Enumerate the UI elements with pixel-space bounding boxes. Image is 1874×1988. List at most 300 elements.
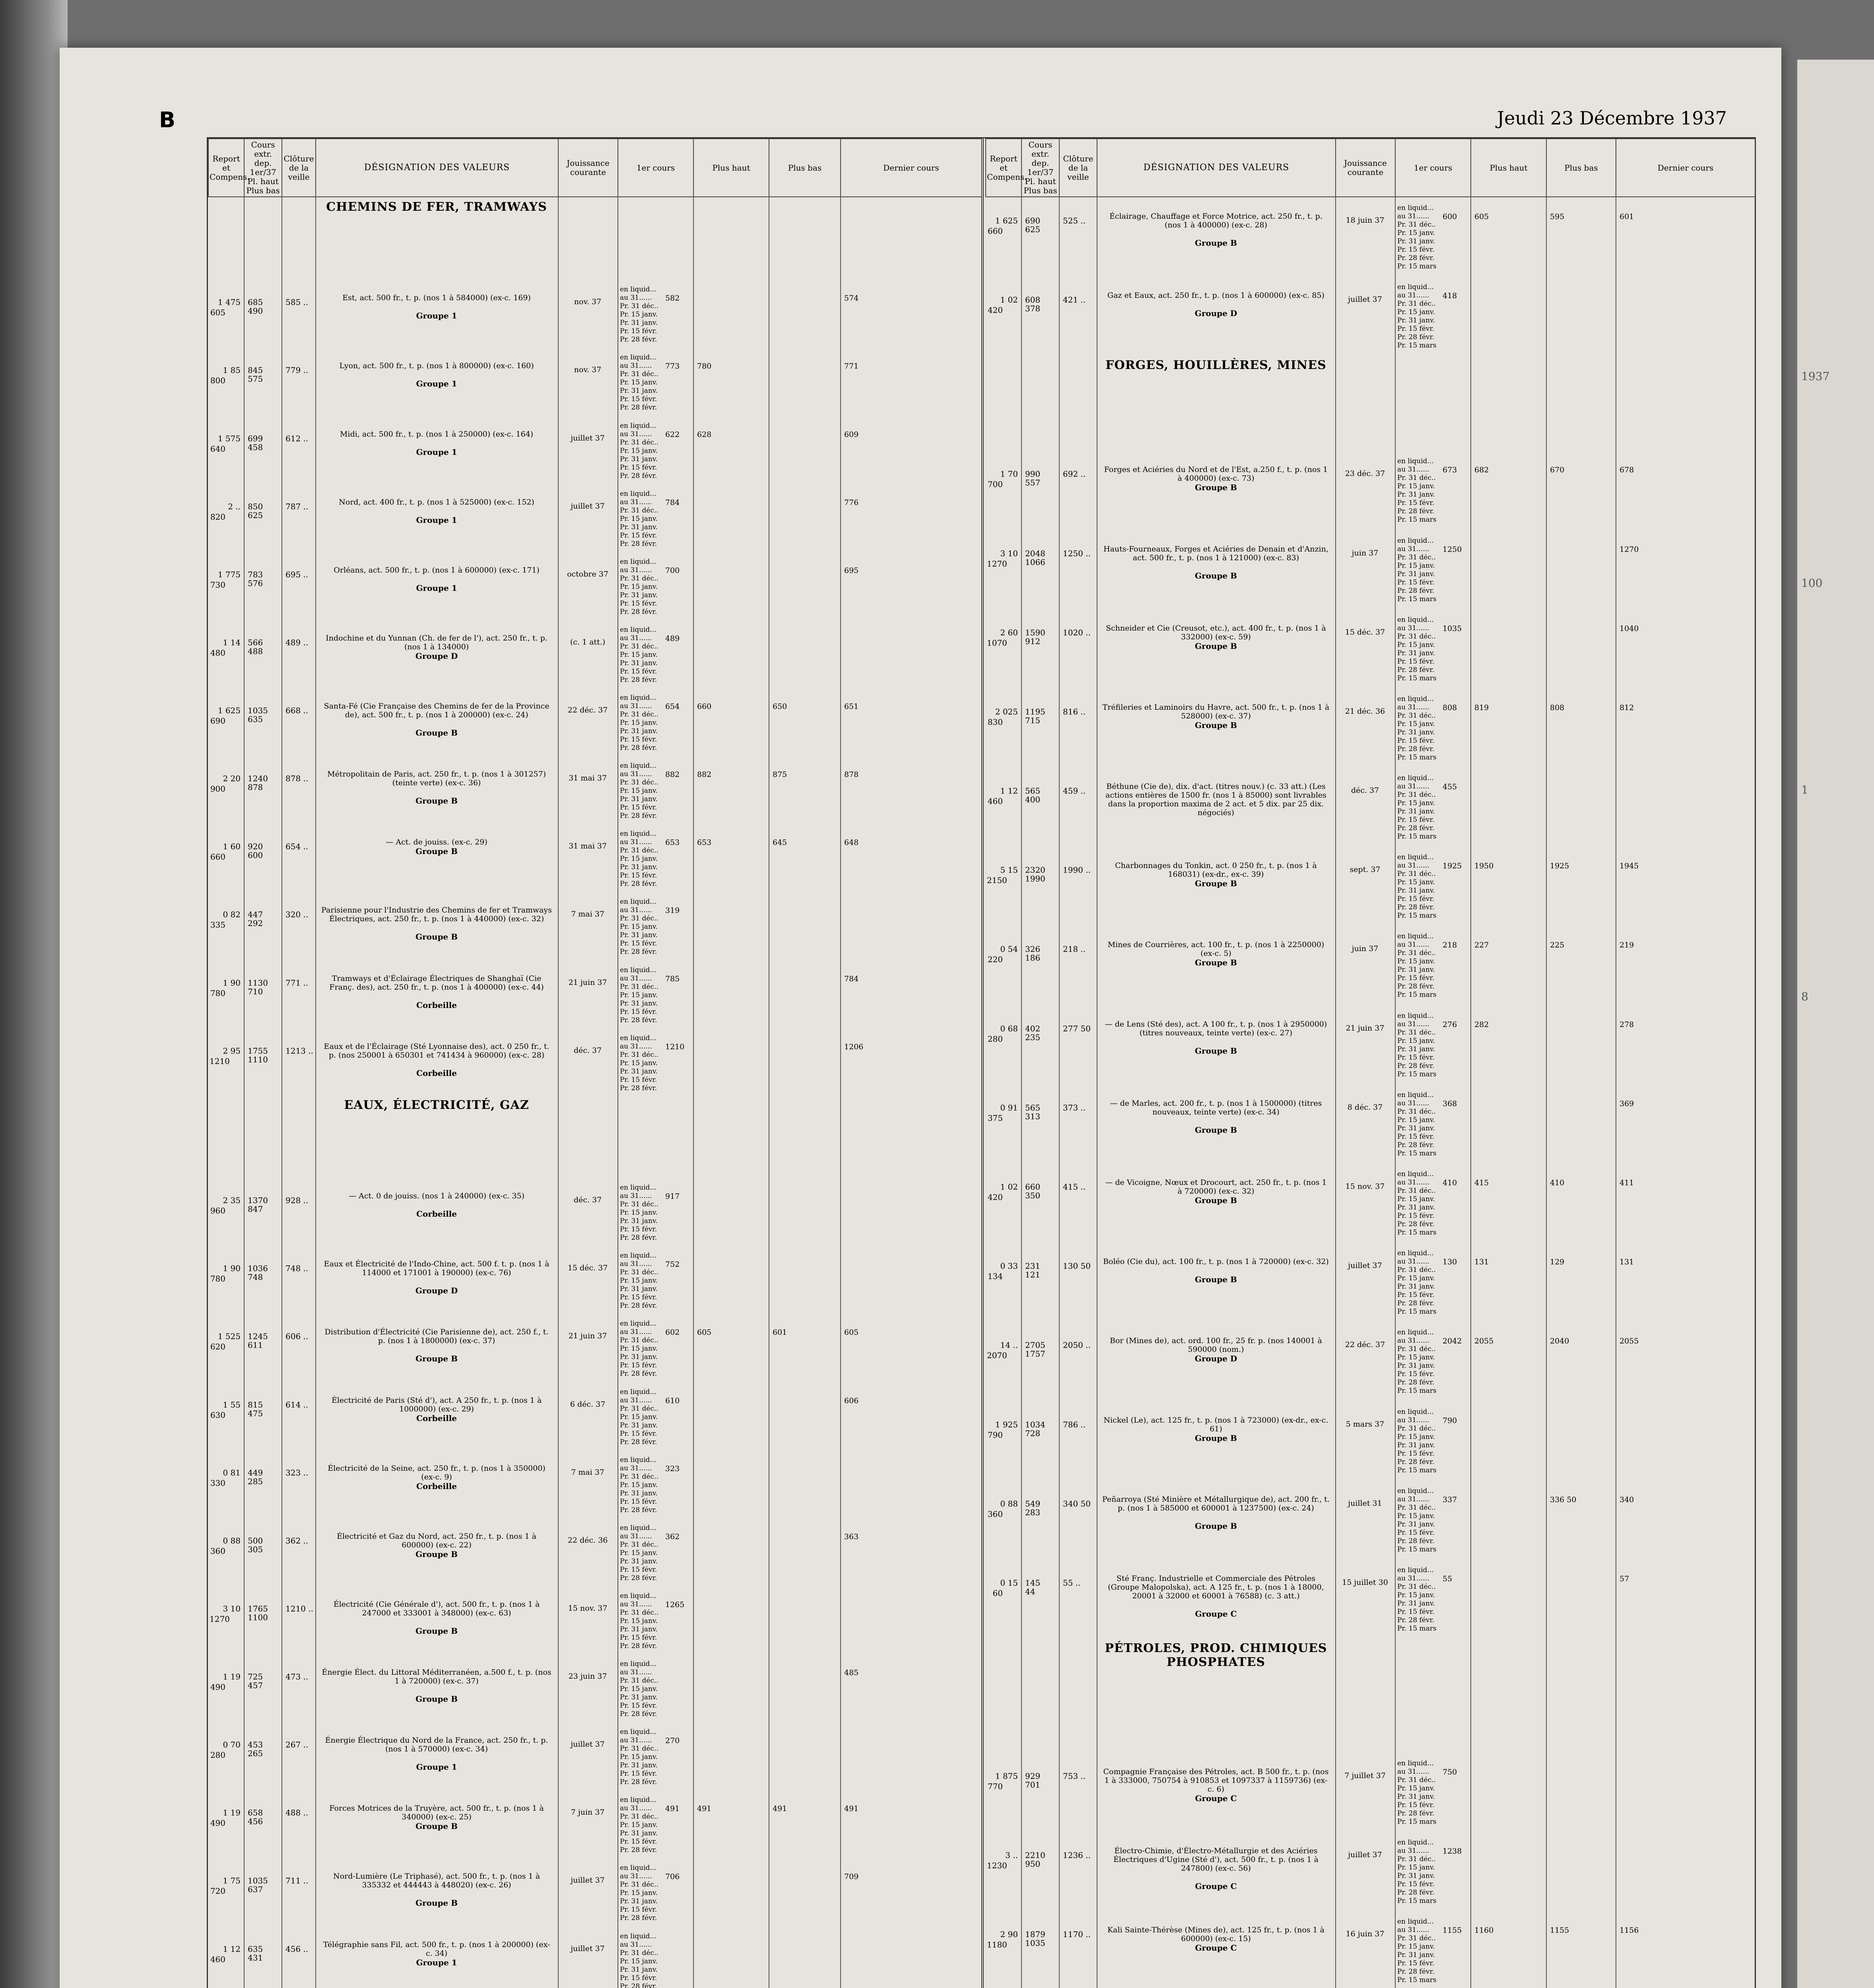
trading-group: Groupe B	[1194, 879, 1237, 889]
security-name: Schneider et Cie (Creusot, etc.), act. 400 fr., t. p. (nos 1 à 332000) (ex-c. 59)	[1106, 623, 1326, 641]
settlement-term: Pr. 31 déc..	[620, 1813, 658, 1821]
year-high: 1034	[1025, 1419, 1045, 1429]
year-high: 815	[248, 1400, 263, 1409]
trading-group: Groupe 1	[416, 379, 457, 389]
settlement-term: en liquid...	[620, 1728, 656, 1736]
trading-group: Groupe B	[1194, 1275, 1237, 1285]
security-name: Forges et Aciéries du Nord et de l'Est, a.250 f., t. p. (nos 1 à 400000) (ex-c. 73)	[1104, 465, 1328, 483]
report-value: 5 15	[1000, 865, 1018, 875]
last-price: 651	[844, 702, 859, 711]
facing-page-edge	[1797, 60, 1874, 1988]
settlement-term: en liquid...	[1397, 204, 1434, 212]
previous-close: 816 ..	[1063, 707, 1086, 716]
page-letter: B	[159, 107, 176, 132]
compensation-value: 820	[210, 512, 225, 522]
compensation-value: 420	[987, 1192, 1003, 1202]
security-name: Eaux et de l'Éclairage (Sté Lyonnaise des), act. 0 250 fr., t. p. (nos 250001 à 650301 et 741434 à 960000) (ex-c. 28)	[324, 1042, 550, 1060]
settlement-term: Pr. 31 déc..	[1397, 300, 1436, 308]
jouissance-date: 21 déc. 36	[1345, 707, 1385, 716]
year-high: 565	[1025, 786, 1041, 796]
settlement-term: Pr. 15 janv.	[620, 514, 658, 523]
compensation-value: 660	[987, 226, 1003, 236]
settlement-term: Pr. 15 févr.	[620, 1225, 657, 1234]
settlement-term: Pr. 15 févr.	[620, 327, 657, 336]
year-high: 660	[1025, 1182, 1041, 1192]
trading-group: Corbeille	[416, 1068, 457, 1078]
previous-close: 668 ..	[285, 706, 309, 716]
jouissance-date: 22 déc. 37	[1345, 1340, 1385, 1349]
security-name: — Act. 0 de jouiss. (nos 1 à 240000) (ex-c. 35)	[348, 1192, 525, 1201]
year-low: 283	[1025, 1507, 1041, 1517]
settlement-term: Pr. 28 févr.	[620, 880, 657, 888]
last-price: 574	[844, 294, 859, 303]
settlement-term: Pr. 31 déc..	[1397, 553, 1436, 561]
header-report: Report et Compens.	[208, 139, 244, 197]
year-low: 285	[248, 1476, 263, 1486]
previous-close: 606 ..	[285, 1332, 309, 1342]
settlement-term: au 31......	[1397, 1099, 1429, 1107]
jouissance-date: juillet 37	[571, 1944, 605, 1953]
report-value: 1 775	[218, 569, 241, 579]
settlement-term: Pr. 31 déc..	[620, 1949, 658, 1957]
report-value: 1 625	[995, 216, 1018, 225]
settlement-term: en liquid...	[620, 1252, 656, 1260]
report-value: 2 95	[223, 1046, 241, 1056]
trading-group: Groupe C	[1195, 1793, 1237, 1803]
header-dernier: Dernier cours	[841, 139, 982, 197]
report-value: 1 925	[995, 1419, 1018, 1429]
settlement-term: Pr. 15 févr.	[620, 599, 657, 608]
first-price: 673	[1443, 466, 1457, 475]
trading-group: Groupe B	[415, 932, 458, 942]
first-price: 1265	[665, 1600, 685, 1609]
previous-close: 878 ..	[285, 774, 309, 784]
settlement-term: Pr. 15 janv.	[1397, 482, 1435, 491]
security-name: — de Vicoigne, Nœux et Drocourt, act. 250 fr., t. p. (nos 1 à 720000) (ex-c. 32)	[1105, 1178, 1327, 1196]
compensation-value: 2150	[987, 876, 1007, 885]
header-plus-bas: Plus bas	[1546, 139, 1616, 197]
settlement-term: au 31......	[1397, 1847, 1429, 1855]
year-low: 265	[248, 1749, 263, 1759]
report-value: 1 525	[218, 1332, 241, 1342]
settlement-term: Pr. 28 févr.	[1397, 666, 1435, 674]
settlement-term: Pr. 15 févr.	[1397, 1291, 1435, 1299]
year-high: 635	[248, 1944, 263, 1954]
year-high: 565	[1025, 1103, 1041, 1112]
settlement-term: Pr. 28 févr.	[620, 1982, 657, 1988]
column-rule	[1059, 196, 1060, 1988]
previous-close: 525 ..	[1063, 216, 1086, 225]
settlement-term: en liquid...	[1397, 1487, 1434, 1495]
year-high: 1195	[1025, 707, 1045, 716]
header-jouissance: Jouissance courante	[558, 139, 618, 197]
year-low: 1757	[1025, 1349, 1045, 1359]
compensation-value: 900	[210, 784, 225, 794]
settlement-term: Pr. 31 janv.	[620, 387, 658, 395]
report-value: 2 20	[223, 774, 241, 784]
high-price: 2055	[1474, 1337, 1494, 1346]
compensation-value: 780	[210, 988, 225, 998]
settlement-term: Pr. 31 janv.	[1397, 491, 1435, 499]
settlement-term: au 31......	[1397, 1020, 1429, 1028]
settlement-term: Pr. 15 mars	[1397, 1976, 1437, 1984]
settlement-term: Pr. 15 févr.	[620, 736, 657, 744]
compensation-value: 790	[987, 1430, 1003, 1440]
year-low: 475	[248, 1408, 263, 1418]
year-high: 1245	[248, 1332, 268, 1342]
settlement-term: Pr. 15 févr.	[1397, 1880, 1435, 1889]
settlement-term: Pr. 31 déc..	[1397, 1028, 1436, 1037]
settlement-term: Pr. 28 févr.	[1397, 333, 1435, 342]
settlement-term: Pr. 31 janv.	[620, 591, 658, 599]
year-low: 625	[1025, 225, 1041, 234]
settlement-term: en liquid...	[620, 1524, 656, 1532]
settlement-term: en liquid...	[620, 1034, 656, 1042]
settlement-term: en liquid...	[1397, 932, 1434, 941]
first-price: 602	[665, 1328, 680, 1337]
settlement-term: Pr. 15 janv.	[1397, 878, 1435, 887]
trading-group: Groupe C	[1195, 1881, 1237, 1891]
settlement-term: Pr. 15 janv.	[1397, 957, 1435, 966]
compensation-value: 1230	[987, 1861, 1007, 1871]
previous-close: 55 ..	[1063, 1578, 1081, 1588]
settlement-term: en liquid...	[620, 966, 656, 974]
trading-group: Groupe B	[1194, 238, 1237, 248]
year-high: 2320	[1025, 865, 1045, 875]
settlement-term: Pr. 31 janv.	[620, 863, 658, 872]
year-low: 235	[1025, 1032, 1041, 1042]
settlement-term: en liquid...	[1397, 853, 1434, 862]
report-value: 1 19	[223, 1808, 241, 1818]
settlement-term: en liquid...	[1397, 1839, 1434, 1847]
column-rule	[558, 196, 559, 1988]
settlement-term: au 31......	[620, 1260, 652, 1268]
settlement-term: Pr. 15 mars	[1397, 833, 1437, 841]
compensation-value: 660	[210, 852, 225, 862]
year-low: 1990	[1025, 874, 1045, 884]
settlement-term: Pr. 15 mars	[1397, 595, 1437, 603]
settlement-term: Pr. 15 janv.	[620, 787, 658, 795]
settlement-term: Pr. 31 janv.	[620, 1965, 658, 1974]
security-name: Tréfileries et Laminoirs du Havre, act. 500 fr., t. p. (nos 1 à 528000) (ex-c. 37)	[1102, 703, 1330, 720]
settlement-term: Pr. 31 déc..	[1397, 1345, 1436, 1353]
settlement-term: Pr. 28 févr.	[1397, 1299, 1435, 1308]
settlement-term: au 31......	[620, 974, 652, 982]
settlement-term: Pr. 31 déc..	[1397, 1503, 1436, 1512]
report-value: 0 70	[223, 1740, 241, 1750]
settlement-term: en liquid...	[1397, 283, 1434, 291]
year-high: 690	[1025, 216, 1041, 225]
settlement-term: Pr. 28 févr.	[620, 404, 657, 412]
trading-group: Groupe 1	[416, 447, 457, 457]
report-value: 1 875	[995, 1771, 1018, 1781]
settlement-term: au 31......	[620, 1396, 652, 1404]
first-price: 622	[665, 430, 680, 439]
last-price: 1270	[1620, 545, 1639, 554]
settlement-term: en liquid...	[1397, 1091, 1434, 1099]
year-high: 685	[248, 297, 263, 307]
compensation-value: 605	[210, 308, 225, 318]
settlement-term: en liquid...	[620, 762, 656, 770]
settlement-term: Pr. 15 févr.	[620, 667, 657, 676]
settlement-term: Pr. 28 févr.	[620, 1016, 657, 1024]
compensation-value: 335	[210, 920, 225, 930]
settlement-term: Pr. 31 déc..	[1397, 1934, 1436, 1943]
trading-group: Groupe B	[1194, 483, 1237, 493]
settlement-term: Pr. 15 janv.	[1397, 1433, 1435, 1441]
jouissance-date: 6 déc. 37	[570, 1400, 606, 1409]
last-price: 219	[1620, 941, 1634, 950]
settlement-term: Pr. 31 janv.	[620, 1421, 658, 1429]
settlement-term: Pr. 28 févr.	[620, 472, 657, 480]
settlement-term: en liquid...	[1397, 1328, 1434, 1337]
low-price: 2040	[1550, 1337, 1569, 1346]
settlement-term: Pr. 15 févr.	[1397, 1801, 1435, 1809]
jouissance-date: 21 juin 37	[568, 1332, 607, 1341]
settlement-term: Pr. 28 févr.	[620, 1084, 657, 1092]
compensation-value: 1210	[210, 1056, 230, 1066]
year-low: 600	[248, 850, 263, 860]
settlement-term: Pr. 15 févr.	[620, 1906, 657, 1914]
settlement-term: Pr. 28 févr.	[620, 948, 657, 956]
settlement-term: au 31......	[620, 294, 652, 302]
settlement-term: Pr. 31 janv.	[620, 523, 658, 531]
security-name: Charbonnages du Tonkin, act. 0 250 fr., t. p. (nos 1 à 168031) (ex-dr., ex-c. 39)	[1115, 861, 1317, 879]
year-low: 847	[248, 1204, 263, 1214]
jouissance-date: juillet 37	[571, 433, 605, 443]
settlement-term: Pr. 15 mars	[1397, 1229, 1437, 1237]
jouissance-date: sept. 37	[1350, 865, 1381, 874]
previous-close: 695 ..	[285, 569, 309, 579]
jouissance-date: juillet 31	[1348, 1499, 1382, 1508]
settlement-term: Pr. 15 févr.	[1397, 499, 1435, 507]
settlement-term: Pr. 31 déc..	[1397, 1187, 1436, 1195]
report-value: 3 10	[223, 1604, 241, 1613]
trading-group: Groupe B	[415, 1354, 458, 1364]
previous-close: 1170 ..	[1063, 1930, 1091, 1939]
security-name: — de Marles, act. 200 fr., t. p. (nos 1 à 1500000) (titres nouveaux, teinte verte) (ex-c. 34)	[1110, 1099, 1322, 1116]
settlement-term: Pr. 28 févr.	[1397, 903, 1435, 912]
security-name: Nickel (Le), act. 125 fr., t. p. (nos 1 à 723000) (ex-dr., ex-c. 61)	[1103, 1415, 1328, 1433]
settlement-term: Pr. 15 janv.	[1397, 641, 1435, 649]
security-name: Hauts-Fourneaux, Forges et Aciéries de Denain et d'Anzin, act. 500 fr., t. p. (nos 1 à 121000) (ex-c. 83)	[1103, 544, 1328, 562]
year-low: 44	[1025, 1586, 1035, 1596]
settlement-term: en liquid...	[620, 625, 656, 634]
settlement-term: Pr. 31 déc..	[620, 1677, 658, 1685]
previous-close: 456 ..	[285, 1944, 309, 1954]
trading-group: Groupe B	[415, 1626, 458, 1636]
first-price: 1035	[1443, 624, 1462, 633]
jouissance-date: 31 mai 37	[569, 774, 607, 783]
jouissance-date: 8 déc. 37	[1347, 1103, 1383, 1112]
previous-close: 1990 ..	[1063, 865, 1091, 875]
column-rule	[315, 196, 316, 1988]
year-low: 1110	[248, 1054, 268, 1064]
low-price: 1155	[1550, 1926, 1569, 1935]
settlement-term: Pr. 31 janv.	[620, 1067, 658, 1076]
right-header-table	[985, 138, 1756, 197]
settlement-term: en liquid...	[620, 1864, 656, 1872]
first-price: 790	[1443, 1416, 1457, 1425]
security-name: Métropolitain de Paris, act. 250 fr., t. p. (nos 1 à 301257) (teinte verte) (ex-c. 36)	[327, 770, 546, 788]
settlement-term: Pr. 15 janv.	[1397, 1784, 1435, 1792]
settlement-term: Pr. 28 févr.	[620, 1778, 657, 1786]
jouissance-date: 7 juin 37	[571, 1808, 605, 1817]
quotation-table	[207, 137, 1756, 1988]
settlement-term: Pr. 15 janv.	[620, 1345, 658, 1353]
settlement-term: Pr. 15 févr.	[620, 1361, 657, 1370]
settlement-term: Pr. 28 févr.	[1397, 1220, 1435, 1228]
security-name: Éclairage, Chauffage et Force Motrice, act. 250 fr., t. p. (nos 1 à 400000) (ex-c. 28)	[1109, 212, 1322, 229]
previous-close: 585 ..	[285, 297, 309, 307]
first-price: 410	[1443, 1178, 1457, 1187]
settlement-term: Pr. 28 févr.	[1397, 745, 1435, 753]
settlement-term: Pr. 31 déc..	[1397, 1776, 1436, 1784]
jouissance-date: 15 déc. 37	[1345, 627, 1385, 637]
settlement-term: Pr. 31 déc..	[620, 1336, 658, 1345]
settlement-term: en liquid...	[1397, 1759, 1434, 1767]
settlement-term: Pr. 15 févr.	[1397, 1528, 1435, 1537]
report-value: 2 90	[1000, 1930, 1018, 1939]
jouissance-date: 7 mai 37	[571, 1468, 604, 1477]
settlement-term: en liquid...	[620, 898, 656, 906]
settlement-term: Pr. 31 déc..	[620, 914, 658, 923]
section-title: CHEMINS DE FER, TRAMWAYS	[326, 200, 547, 214]
book-binding	[0, 0, 68, 1988]
settlement-term: Pr. 15 mars	[1397, 753, 1437, 761]
settlement-term: Pr. 31 janv.	[1397, 1362, 1435, 1370]
header-premier: 1er cours	[1395, 139, 1471, 197]
report-value: 0 68	[1000, 1023, 1018, 1033]
year-high: 990	[1025, 469, 1041, 479]
settlement-term: Pr. 31 déc..	[1397, 474, 1436, 482]
year-low: 305	[248, 1544, 263, 1554]
last-price: 1156	[1620, 1926, 1639, 1935]
compensation-value: 1070	[987, 638, 1007, 648]
settlement-term: Pr. 31 déc..	[620, 574, 658, 582]
settlement-term: au 31......	[1397, 624, 1429, 632]
settlement-term: Pr. 31 janv.	[1397, 1204, 1435, 1211]
security-name: Orléans, act. 500 fr., t. p. (nos 1 à 600000) (ex-c. 171)	[334, 565, 540, 575]
year-low: 186	[1025, 953, 1041, 963]
high-price: 491	[697, 1804, 712, 1813]
report-value: 3 10	[1000, 548, 1018, 558]
trading-group: Groupe 1	[416, 583, 457, 593]
settlement-term: au 31......	[620, 1600, 652, 1608]
first-price: 917	[665, 1192, 680, 1201]
previous-close: 340 50	[1063, 1499, 1091, 1508]
low-price: 645	[773, 838, 787, 847]
compensation-value: 460	[210, 1954, 225, 1964]
last-price: 2055	[1620, 1337, 1639, 1346]
right-half	[985, 138, 1755, 1988]
settlement-term: Pr. 28 févr.	[620, 1506, 657, 1514]
year-low: 635	[248, 714, 263, 724]
compensation-value: 60	[992, 1588, 1003, 1598]
facing-page-fragment: 1937	[1801, 370, 1830, 383]
settlement-term: au 31......	[620, 634, 652, 642]
settlement-term: Pr. 15 mars	[1397, 1070, 1437, 1078]
compensation-value: 830	[987, 717, 1003, 727]
settlement-term: Pr. 15 janv.	[1397, 308, 1435, 316]
first-price: 653	[665, 838, 680, 847]
settlement-term: au 31......	[620, 1042, 652, 1050]
settlement-term: Pr. 31 janv.	[620, 999, 658, 1008]
facing-page-fragment: 8	[1801, 990, 1808, 1003]
settlement-term: Pr. 31 déc..	[620, 1540, 658, 1549]
settlement-term: en liquid...	[620, 285, 656, 294]
jouissance-date: déc. 37	[573, 1046, 602, 1055]
header-designation: DÉSIGNATION DES VALEURS	[316, 139, 558, 197]
trading-group: Groupe B	[1194, 571, 1237, 580]
column-rule	[1335, 196, 1336, 1988]
settlement-term: Pr. 15 févr.	[1397, 974, 1435, 982]
settlement-term: Pr. 31 janv.	[1397, 1792, 1435, 1801]
report-value: 0 91	[1000, 1103, 1018, 1112]
report-value: 1 12	[1000, 786, 1018, 796]
header-cloture: Clôture de la veille	[1059, 139, 1097, 197]
settlement-term: Pr. 15 janv.	[620, 1209, 658, 1217]
low-price: 1925	[1550, 862, 1569, 871]
column-rule	[1021, 196, 1022, 1988]
low-price: 410	[1550, 1178, 1565, 1187]
settlement-term: Pr. 15 mars	[1397, 1545, 1437, 1553]
year-low: 728	[1025, 1428, 1041, 1438]
trading-group: Groupe B	[415, 846, 458, 856]
settlement-term: Pr. 31 déc..	[620, 1200, 658, 1209]
trading-group: Groupe B	[1194, 1521, 1237, 1531]
trading-group: Groupe 1	[416, 311, 457, 321]
year-high: 449	[248, 1468, 263, 1477]
settlement-term: Pr. 31 déc..	[1397, 949, 1436, 957]
settlement-term: en liquid...	[1397, 536, 1434, 545]
year-low: 701	[1025, 1780, 1041, 1790]
report-value: 1 55	[223, 1400, 241, 1409]
compensation-value: 375	[987, 1113, 1003, 1123]
settlement-term: au 31......	[620, 1464, 652, 1472]
settlement-term: Pr. 31 janv.	[1397, 1872, 1435, 1880]
jouissance-date: 31 mai 37	[569, 842, 607, 851]
year-low: 1100	[248, 1612, 268, 1622]
first-price: 600	[1443, 212, 1457, 221]
settlement-term: Pr. 28 févr.	[620, 1370, 657, 1378]
previous-close: 373 ..	[1063, 1103, 1086, 1112]
jouissance-date: juin 37	[1352, 548, 1379, 557]
column-rule	[1395, 196, 1396, 1988]
settlement-term: au 31......	[620, 906, 652, 914]
settlement-term: au 31......	[1397, 703, 1429, 711]
settlement-term: Pr. 31 déc..	[620, 302, 658, 311]
column-rule	[1470, 196, 1471, 1988]
jouissance-date: 15 juillet 30	[1342, 1578, 1388, 1587]
jouissance-date: 15 nov. 37	[1345, 1182, 1385, 1191]
jouissance-date: 15 déc. 37	[567, 1264, 608, 1273]
year-low: 576	[248, 578, 263, 588]
trading-group: Groupe B	[415, 1898, 458, 1908]
security-name: Midi, act. 500 fr., t. p. (nos 1 à 250000) (ex-c. 164)	[340, 429, 534, 439]
settlement-term: Pr. 15 janv.	[620, 1481, 658, 1489]
trading-group: Groupe C	[1195, 1943, 1237, 1953]
security-name: Lyon, act. 500 fr., t. p. (nos 1 à 800000) (ex-c. 160)	[339, 361, 534, 371]
settlement-term: Pr. 15 mars	[1397, 674, 1437, 682]
security-name: Compagnie Française des Pétroles, act. B 500 fr., t. p. (nos 1 à 333000, 750754 à 910853 et 1097337 à 1159736) (ex-c. 6)	[1103, 1767, 1329, 1794]
year-high: 566	[248, 637, 263, 647]
settlement-term: Pr. 31 déc..	[1397, 221, 1436, 229]
settlement-term: au 31......	[1397, 941, 1429, 949]
section-title: FORGES, HOUILLÈRES, MINES	[1105, 358, 1326, 373]
settlement-term: Pr. 31 janv.	[620, 319, 658, 327]
report-value: 2 025	[995, 707, 1018, 716]
